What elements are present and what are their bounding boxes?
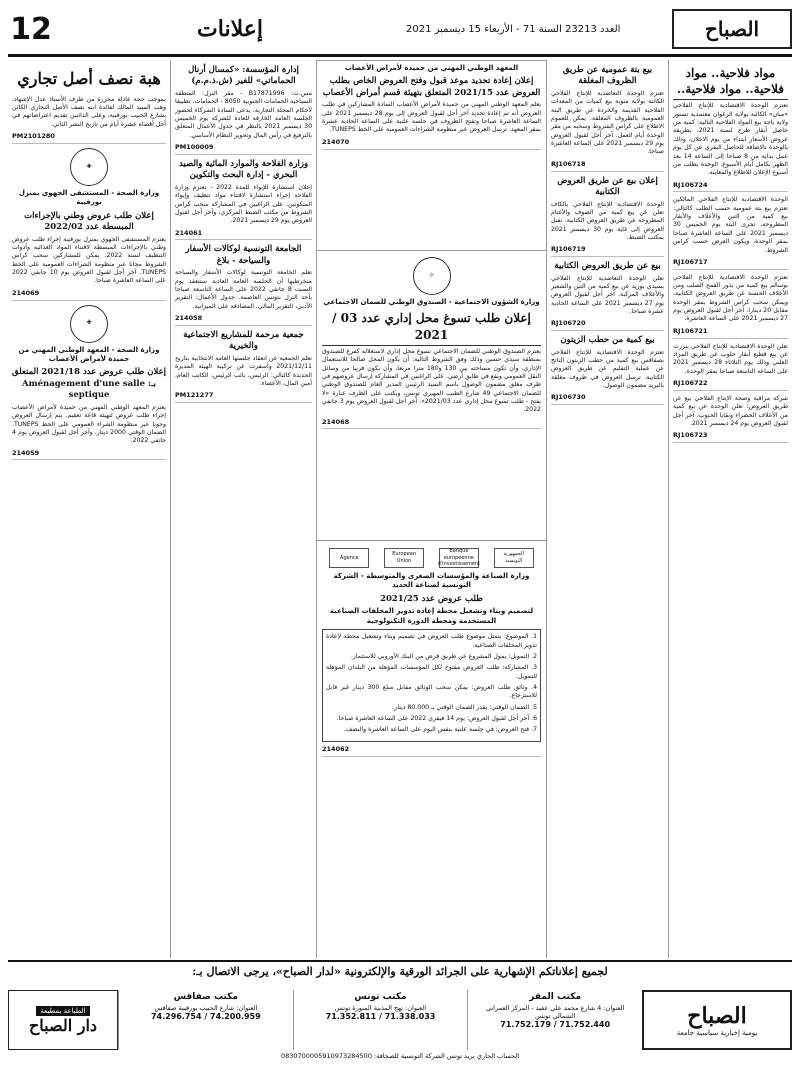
header-rule xyxy=(8,54,792,57)
footer-logo-text: الصباح xyxy=(687,1003,747,1029)
masthead-logo: الصباح xyxy=(672,9,792,49)
ministry-seal-icon: ✚ xyxy=(70,148,108,186)
office-phone: 71.352.811 / 71.338.033 xyxy=(325,1012,436,1021)
ad-ref: RJ106723 xyxy=(673,431,788,443)
ad-ref: RJ106718 xyxy=(551,160,664,172)
footer-logo xyxy=(642,990,792,1050)
ad-ref: RJ106720 xyxy=(551,319,664,331)
ad-columns xyxy=(8,60,792,958)
ad-neurology-institute xyxy=(316,60,546,250)
ad-ref: 214062 xyxy=(322,745,541,757)
ad-title: إعلان طلب عروض وطني بالإجراءات المبسطة عدد 2022/02 xyxy=(24,210,154,233)
ad-ref: 214068 xyxy=(322,418,541,430)
ad-ref: RJ106722 xyxy=(673,379,788,391)
ad-ref: 214070 xyxy=(322,138,541,150)
ad-title: وزارة الفلاحة والموارد المائية والصيد البحري - إدارة البحث والتكوين xyxy=(178,158,309,181)
ad-ref: 214059 xyxy=(12,449,166,461)
column-farm-goods xyxy=(668,60,792,958)
ad-org: وزارة الصحة - المستشفى الجهوي بمنزل بورقيبة xyxy=(18,188,160,207)
footer-account-line: الحساب الجاري بريد تونس الشركة التونسية للصحافة: 0830700005910973284500 xyxy=(280,1052,520,1060)
ad-text: مس.ت: B17871996 - مقر النزل: المنطقة السياحية الحمامات الجنوبية 8050 - الحمامات. تطبيقا لأحكام المجلة التجارية، يدعى السادة الشركاء لحضور الجلسة العامة الخارقة للعادة للشركة يوم الخميس 30 ديسمبر 2021 بالنظر في جدول الأعمال المتعلق بالترفيع في رأس المال وتحوير النظام الأساسي. xyxy=(175,89,313,139)
ad-text: يعتزم المعهد الوطني المهني من حميدة لأمراض الأعصاب إجراء طلب عروض لتهيئة قاعة تعقيم. يتم إرسال العروض وجوبا عبر منظومة الشراء العمومي على الخط TUNEPS. الضمان الوقتي 2000 دينار، وآخر أجل لقبول العروض يوم 4 جانفي 2022. xyxy=(12,403,166,445)
ad-title: بيع كمية من حطب الزيتون xyxy=(560,335,655,346)
ad-title: إعلان بيع عن طريق العروض الكتابية xyxy=(557,175,658,198)
agency-logo-icon: Agence xyxy=(329,548,369,568)
column-title: مواد فلاحية.. مواد فلاحية.. مواد فلاحية.. xyxy=(673,65,788,100)
column-sale-notices xyxy=(546,60,668,958)
office-address: العنوان: شارع الحبيب بورقيبة صفاقس xyxy=(154,1004,258,1012)
print-name: دار الصباح xyxy=(28,1015,98,1035)
ad-steel-company-tender xyxy=(316,540,546,958)
tender-item: 2. التمويل: يمول المشروع عن طريق قرض من البنك الأوروبي للاستثمار. xyxy=(350,652,537,660)
ad-ref: RJ106717 xyxy=(673,258,788,270)
ad-ref: 214058 xyxy=(175,314,312,326)
ad-text: تعلم الجامعة التونسية لوكالات الأسفار والسياحة منخرطيها أن الجلسة العامة العادية ستنعقد يوم السبت 8 جانفي 2022 على الساعة التاسعة صباحا بأحد النزل بتونس العاصمة. جدول الأعمال: التقرير الأدبي، التقرير المالي، المصادقة على الميزانية. xyxy=(175,269,312,310)
office-address: العنوان: نهج المدينة المنورة تونس xyxy=(334,1004,427,1012)
ad-ref: 214061 xyxy=(175,229,312,241)
ad-text: الوحدة الاقتصادية للإنتاج الفلاحي المالكين تعتزم بيع بتة عمومية حسب الطلب كالتالي: بيع كمية من التبن والأعلاف والأبقار المطروحة، تجرى البتة يوم الخميس 30 ديسمبر 2021 على الساعة العاشرة صباحا بمقر الوحدة، ويكون العرض حسب كراس الشروط. xyxy=(673,196,788,254)
ad-text: الوحدة الاقتصادية للإنتاج الفلاحي بالكاف تعلن عن بيع كمية من الصوف والأغنام المطروحة عن طريق العروض الكتابية. تقبل العروض إلى غاية يوم 30 ديسمبر 2021 بمكتب الضبط. xyxy=(551,200,664,241)
ad-ref: PM2101280 xyxy=(12,132,166,144)
tender-items xyxy=(322,629,541,742)
page-number: 12 xyxy=(10,11,52,47)
ad-text: تعلم الجمعية عن انعقاد جلستها العامة الانتخابية بتاريخ 2021/12/11 وأسفرت عن تركيبة الهيئة المديرة الجديدة كالتالي: الرئيس، نائب الرئيس، الكاتب العام، أمين المال، الأعضاء. xyxy=(175,354,312,387)
office-phone: 74.296.754 / 74.200.959 xyxy=(150,1012,261,1021)
ad-social-security-fund xyxy=(316,250,546,540)
republic-logo-icon: الجمهورية التونسية xyxy=(494,548,534,568)
tender-item: 7. فتح العروض: في جلسة علنية بنفس اليوم على الساعة العاشرة والنصف. xyxy=(343,726,537,734)
tender-item: 3. المشاركة: طلب العروض مفتوح لكل المؤسسات المؤهلة من البلدان المؤهلة للتمويل. xyxy=(326,664,537,680)
ad-text: تعتزم الوحدة الاقتصادية للإنتاج الفلاحي بصفاقس بيع كمية من حطب الزيتون الناتج عن عملية التقليم عن طريق العروض الكتابية. ترسل العروض في ظروف مغلقة بالبريد مضمون الوصول. xyxy=(551,348,664,390)
column-business-gift xyxy=(8,60,170,958)
ad-text: تعتزم الوحدة الاقتصادية للإنتاج الفلاحي «مبان» الكائنة بولاية الزغوان معتمدية تستور ولاية باجة بيع المواد الفلاحية التالية: كمية من حاصل أبقار طرح لسنة 2021، بطريقة عروض الأسعار ابتداء من يوم الاعلان، وذلك بالوحدة بالإضافة للحاصل البقري عن كل يوم عمل بداية من 8 صباحا إلى الساعة 14 بعد الظهر بكامل أيام الأسبوع. الوحدة بطلب من أسبوع الإعلان للاطلاع والمعاينة. xyxy=(673,102,789,177)
ad-text: يعتزم الصندوق الوطني للضمان الاجتماعي تسوغ محل إداري لاستغلاله كفرع للصندوق بمنطقة سيدي حسين وذلك وفق الشروط التالية: أن يكون المحل صالحا للاستعمال الإداري، وأن تكون مساحته بين 130 و180 مترا مربعا، وأن يكون قريبا من وسائل النقل العمومي ويقع في طابق أرضي. على الراغبين في المشاركة إرسال عروضهم في ظرف مغلق مضمون الوصول باسم السيد الرئيس المدير العام للصندوق الوطني للضمان الاجتماعي 49 شارع الطيب المهيري تونس، ويكتب على الظرف عبارة «لا يفتح - طلب تسوغ محل إداري عدد 2021/03». آخر أجل لقبول العروض يوم 3 جانفي 2022. xyxy=(322,347,541,414)
ad-text: بموجب حجة عادلة محررة من طرف الأستاذ عدل الإشهاد، وهب السيد المالك لفائدة ابنه نصف الأصل التجاري الكائن بشارع الحبيب بورقيبة، وعلى الدائنين تقديم اعتراضاتهم في أجل أقصاه عشرة أيام من تاريخ النشر الثاني. xyxy=(12,95,166,128)
tender-item: 1. الموضوع: يتمثل موضوع طلب العروض في تصميم وبناء وتشغيل محطة لإعادة تدوير المخلفات الصناعية. xyxy=(326,633,537,649)
column-misc-notices xyxy=(170,60,316,958)
office-title: مكتب صفاقس xyxy=(173,992,238,1002)
ad-title: إعلان إعادة تحديد موعد قبول وفتح العروض الخاص بطلب العروض عدد 2021/15 المتعلق بتهيئة قسم أمراض الأعصاب xyxy=(322,76,541,98)
footer-logo-sub: يومية إخبارية سياسية جامعة xyxy=(676,1029,758,1037)
ad-text: تعتزم الوحدة الاقتصادية للإنتاج الفلاحي بوسالم بيع كمية من بذور القمح الصلب ومن الأعلاف الخشنة عن طريق العروض الكتابية، ويمكن سحب كراس الشروط بمقر الوحدة مقابل 20 دينارا. آخر أجل لقبول العروض يوم 27 ديسمبر 2021 على الساعة العاشرة. xyxy=(673,273,788,323)
office-hq xyxy=(467,990,642,1050)
section-title: إعلانات xyxy=(197,16,263,42)
ad-ref: PM121277 xyxy=(175,391,312,403)
ad-title: إعلان طلب تسوغ محل إداري عدد 03 / 2021 xyxy=(322,310,541,345)
ad-ref: RJ106730 xyxy=(551,393,664,405)
tender-item: 4. وثائق طلب العروض: يمكن سحب الوثائق مقابل مبلغ 300 دينار غير قابل للاسترجاع. xyxy=(326,684,537,700)
ad-ref: 214069 xyxy=(12,289,166,301)
ad-title: إدارة المؤسسة: «كمسال أرنال الحماماتي» للفير (ش.ذ.م.م) xyxy=(188,65,299,87)
ad-org: وزارة الصحة - المعهد الوطني المهني من حميدة لأمراض الأعصاب xyxy=(18,345,160,363)
office-sfax xyxy=(118,990,293,1050)
office-phone: 71.752.179 / 71.752.440 xyxy=(500,1020,611,1029)
office-title: مكتب تونس xyxy=(354,992,407,1002)
office-title: مكتب المقر xyxy=(529,992,582,1002)
ministry-seal-icon: ✚ xyxy=(70,305,108,343)
ad-title: إعلان طلب عروض عدد 2021/18 المتعلق بـ: Aménagement d'une salle septique xyxy=(12,367,166,401)
sponsor-logos xyxy=(322,548,541,568)
ad-ref: RJ106719 xyxy=(551,245,664,257)
office-tunis xyxy=(293,990,468,1050)
ad-org: وزارة الصناعة والمؤسسات الصغرى والمتوسطة - الشركة التونسية لصناعة الحديد xyxy=(333,572,530,590)
ad-text: يعتزم المستشفى الجهوي بمنزل بورقيبة إجراء طلب عروض وطني بالإجراءات المبسطة لاقتناء المواد الغذائية وأدوات التنظيف لسنة 2022. يمكن للمشاركين سحب كراس الشروط مجانا عبر منظومة الشراءات العمومية على الخط TUNEPS. آخر أجل لقبول العروض يوم 10 جانفي 2022 على الساعة العاشرة صباحا. xyxy=(12,235,166,285)
eu-logo-icon: European Union xyxy=(384,548,424,568)
ad-ref: RJ106724 xyxy=(673,181,788,193)
ad-org: المعهد الوطني المهني من حميدة لأمراض الأعصاب xyxy=(344,64,519,72)
ad-text: يعلم المعهد الوطني المهني من حميدة لأمراض الأعصاب السادة المشاركين في طلب العروض أنه تم إعادة تحديد آخر أجل لقبول العروض إلى يوم 28 ديسمبر 2021 على الساعة العاشرة صباحا وتفتح الظروف في جلسة علنية على الساعة الحادية عشرة بمقر المعهد. ترسل العروض عبر منظومة الشراءات العمومية على الخط TUNEPS. xyxy=(322,101,541,134)
tender-item: 5. الضمان الوقتي: يقدر الضمان الوقتي بـ 80.000 دينار. xyxy=(392,703,537,711)
footer-banner: لجميع إعلاناتكم الإشهارية على الجرائد الورقية والإلكترونية «لدار الصباح»، يرجى الاتصال بـ: xyxy=(192,965,608,978)
page-header xyxy=(8,6,792,52)
ad-ref: RJ106721 xyxy=(673,327,788,339)
ad-title-gift: هبة نصف أصل تجاري xyxy=(17,69,161,88)
ad-title: الجامعة التونسية لوكالات الأسفار والسياحة - بلاغ xyxy=(185,244,302,266)
ad-title: طلب عروض عدد 2021/25 xyxy=(380,593,483,604)
ad-text: شركة مراقبة وصحة الإنتاج الفلاحي بيع عن طريق العروض: تعلن الوحدة عن بيع كمية من الأعلاف الخضراء وبقايا الحبوب، آخر أجل لقبول العروض يوم 24 ديسمبر 2021. xyxy=(673,394,788,427)
ad-title: بيع عن طريق العروض الكتابية xyxy=(554,261,661,272)
office-address: العنوان: 4 شارع محمد علي عقيد - المركز العمراني الشمالي تونس xyxy=(485,1004,625,1020)
issue-info: العدد 23213 السنة 71 - الأربعاء 15 ديسمبر 2021 xyxy=(406,23,621,35)
footer-rule xyxy=(8,960,792,962)
printer-box xyxy=(8,990,118,1050)
ad-text: تعلن الوحدة الاقتصادية للإنتاج الفلاحي بنزرت عن بيع قطيع أبقار حلوب عن طريق المزاد العلني وذلك يوم الثلاثاء 28 ديسمبر 2021 على الساعة التاسعة صباحا بمقر الوحدة. xyxy=(673,342,788,375)
ad-text: إعلان استشارة للإيواء للمدة 2022 - تعتزم وزارة الفلاحة إجراء استشارة لاقتناء مواد تنظيف وإيواء المتكونين. على الراغبين في المشاركة سحب كراس الشروط من مكتب الضبط المركزي، وآخر أجل لقبول العروض يوم 29 ديسمبر 2021. xyxy=(175,183,312,225)
ad-subtitle: لتصميم وبناء وتشغيل محطة إعادة تدوير المخلفات الصناعية المستخدمة ومحطة الدورة التكنولوجية xyxy=(329,607,534,625)
ad-ref: PM100009 xyxy=(175,143,312,155)
cnss-seal-icon: ☼ xyxy=(413,257,451,295)
tender-item: 6. آخر أجل لقبول العروض: يوم 14 فيفري 2022 على الساعة العاشرة صباحا. xyxy=(336,715,537,723)
ad-org: وزارة الشؤون الاجتماعية - الصندوق الوطني للضمان الاجتماعي xyxy=(323,298,540,306)
ad-text: تعتزم الوحدة التعاضدية للإنتاج الفلاحي الكائنة بولاية منوبة بيع كميات من المعدات الفلاحية القديمة والخردة عن طريق البتة العمومية بالظروف المغلقة. يمكن للعموم الاطلاع على كراس الشروط وسحبه من مقر الوحدة أيام العمل. آخر أجل لقبول العروض يوم 29 ديسمبر 2021 على الساعة العاشرة صباحا. xyxy=(551,89,664,156)
ad-title: بيع بتة عمومية عن طريق الظروف المغلقة xyxy=(562,65,653,87)
page-footer xyxy=(8,990,792,1050)
eib-logo-icon: Banque européenne d'investissement xyxy=(437,547,481,568)
ad-text: تعلن الوحدة التعاضدية للإنتاج الفلاحي بسيدي بوزيد عن بيع كمية من التبن والشعير والأعلاف المركبة. آخر أجل لقبول العروض يوم 27 ديسمبر 2021 على الساعة الحادية عشرة صباحا. xyxy=(551,274,664,315)
ad-title: جمعية مرحمة للمشاريع الاجتماعية والخيرية xyxy=(183,329,304,352)
print-label: الطباعة بمطبعة xyxy=(36,1006,89,1016)
